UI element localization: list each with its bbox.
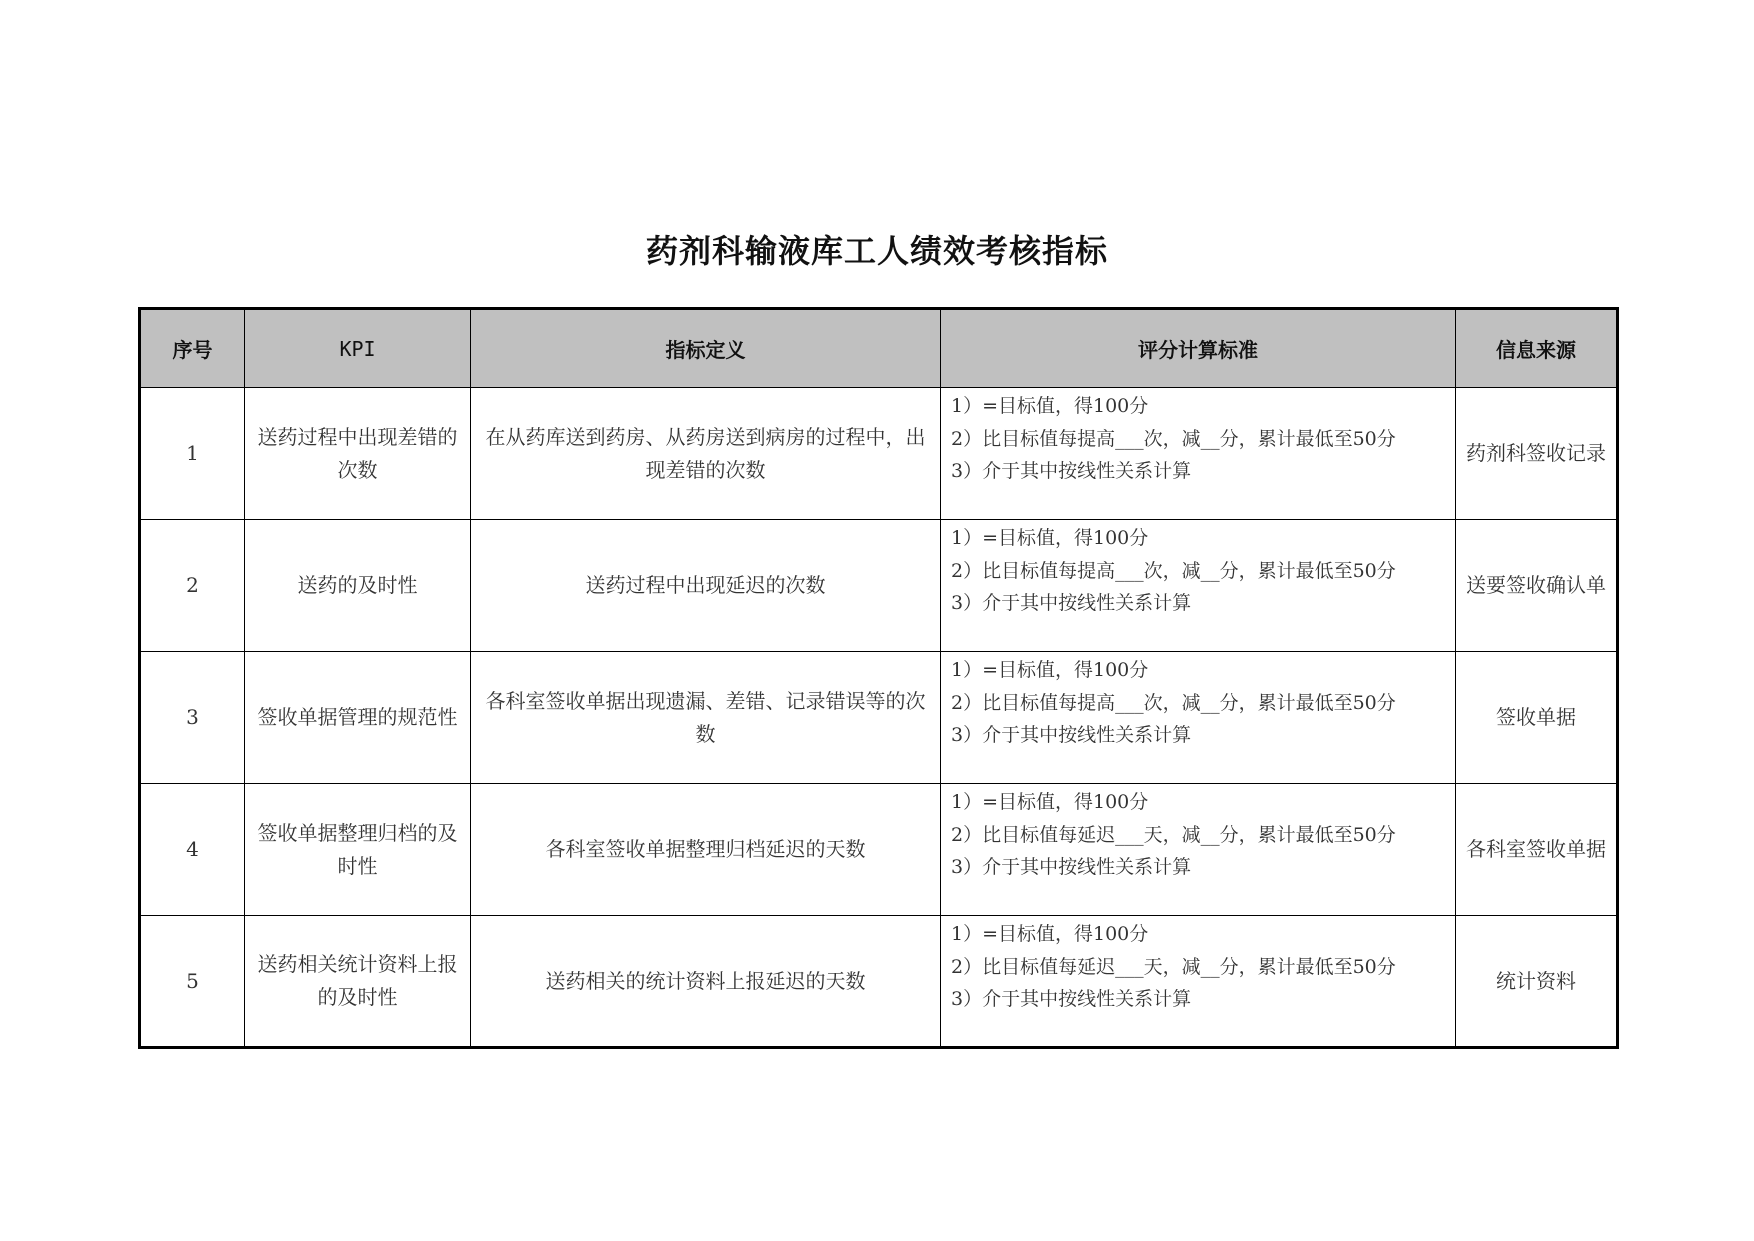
scoring-rule: 1）=目标值，得100分 xyxy=(951,791,1149,813)
header-kpi: KPI xyxy=(245,309,471,388)
kpi-definition: 送药过程中出现延迟的次数 xyxy=(471,520,941,652)
scoring-standard xyxy=(941,784,1456,916)
table-row xyxy=(140,916,1618,1048)
row-number: 5 xyxy=(140,916,245,1048)
kpi-name: 送药的及时性 xyxy=(245,520,471,652)
info-source: 统计资料 xyxy=(1456,916,1618,1048)
scoring-rule: 1）=目标值，得100分 xyxy=(951,923,1149,945)
kpi-definition: 各科室签收单据出现遗漏、差错、记录错误等的次数 xyxy=(471,652,941,784)
scoring-rule: 1）=目标值，得100分 xyxy=(951,659,1149,681)
info-source: 药剂科签收记录 xyxy=(1456,388,1618,520)
scoring-rule: 1）=目标值，得100分 xyxy=(951,395,1149,417)
row-number: 3 xyxy=(140,652,245,784)
row-number: 4 xyxy=(140,784,245,916)
kpi-table xyxy=(138,307,1619,1049)
table-row xyxy=(140,520,1618,652)
scoring-rule: 2）比目标值每提高___次，减__分，累计最低至50分 xyxy=(951,559,1396,582)
info-source: 送要签收确认单 xyxy=(1456,520,1618,652)
scoring-rule: 2）比目标值每提高___次，减__分，累计最低至50分 xyxy=(951,691,1396,714)
document-title: 药剂科输液库工人绩效考核指标 xyxy=(645,232,1108,270)
info-source: 各科室签收单据 xyxy=(1456,784,1618,916)
kpi-name: 送药过程中出现差错的次数 xyxy=(245,388,471,520)
scoring-standard xyxy=(941,916,1456,1048)
kpi-name: 签收单据管理的规范性 xyxy=(245,652,471,784)
row-number: 1 xyxy=(140,388,245,520)
scoring-rule: 3）介于其中按线性关系计算 xyxy=(951,856,1192,878)
kpi-name: 签收单据整理归档的及时性 xyxy=(245,784,471,916)
scoring-rule: 3）介于其中按线性关系计算 xyxy=(951,988,1192,1010)
kpi-definition: 各科室签收单据整理归档延迟的天数 xyxy=(471,784,941,916)
header-source: 信息来源 xyxy=(1456,309,1618,388)
header-definition: 指标定义 xyxy=(471,309,941,388)
kpi-name: 送药相关统计资料上报的及时性 xyxy=(245,916,471,1048)
scoring-rule: 1）=目标值，得100分 xyxy=(951,527,1149,549)
table-row xyxy=(140,388,1618,520)
info-source: 签收单据 xyxy=(1456,652,1618,784)
table-row xyxy=(140,784,1618,916)
row-number: 2 xyxy=(140,520,245,652)
scoring-rule: 3）介于其中按线性关系计算 xyxy=(951,460,1192,482)
scoring-standard xyxy=(941,388,1456,520)
header-scoring: 评分计算标准 xyxy=(941,309,1456,388)
scoring-rule: 2）比目标值每延迟___天，减__分，累计最低至50分 xyxy=(951,955,1396,978)
scoring-rule: 3）介于其中按线性关系计算 xyxy=(951,724,1192,746)
scoring-rule: 2）比目标值每延迟___天，减__分，累计最低至50分 xyxy=(951,823,1396,846)
scoring-rule: 3）介于其中按线性关系计算 xyxy=(951,592,1192,614)
scoring-standard xyxy=(941,652,1456,784)
kpi-definition: 送药相关的统计资料上报延迟的天数 xyxy=(471,916,941,1048)
table-row xyxy=(140,652,1618,784)
scoring-rule: 2）比目标值每提高___次，减__分，累计最低至50分 xyxy=(951,427,1396,450)
kpi-definition: 在从药库送到药房、从药房送到病房的过程中，出现差错的次数 xyxy=(471,388,941,520)
header-no: 序号 xyxy=(140,309,245,388)
scoring-standard xyxy=(941,520,1456,652)
table-header-row xyxy=(140,309,1618,388)
